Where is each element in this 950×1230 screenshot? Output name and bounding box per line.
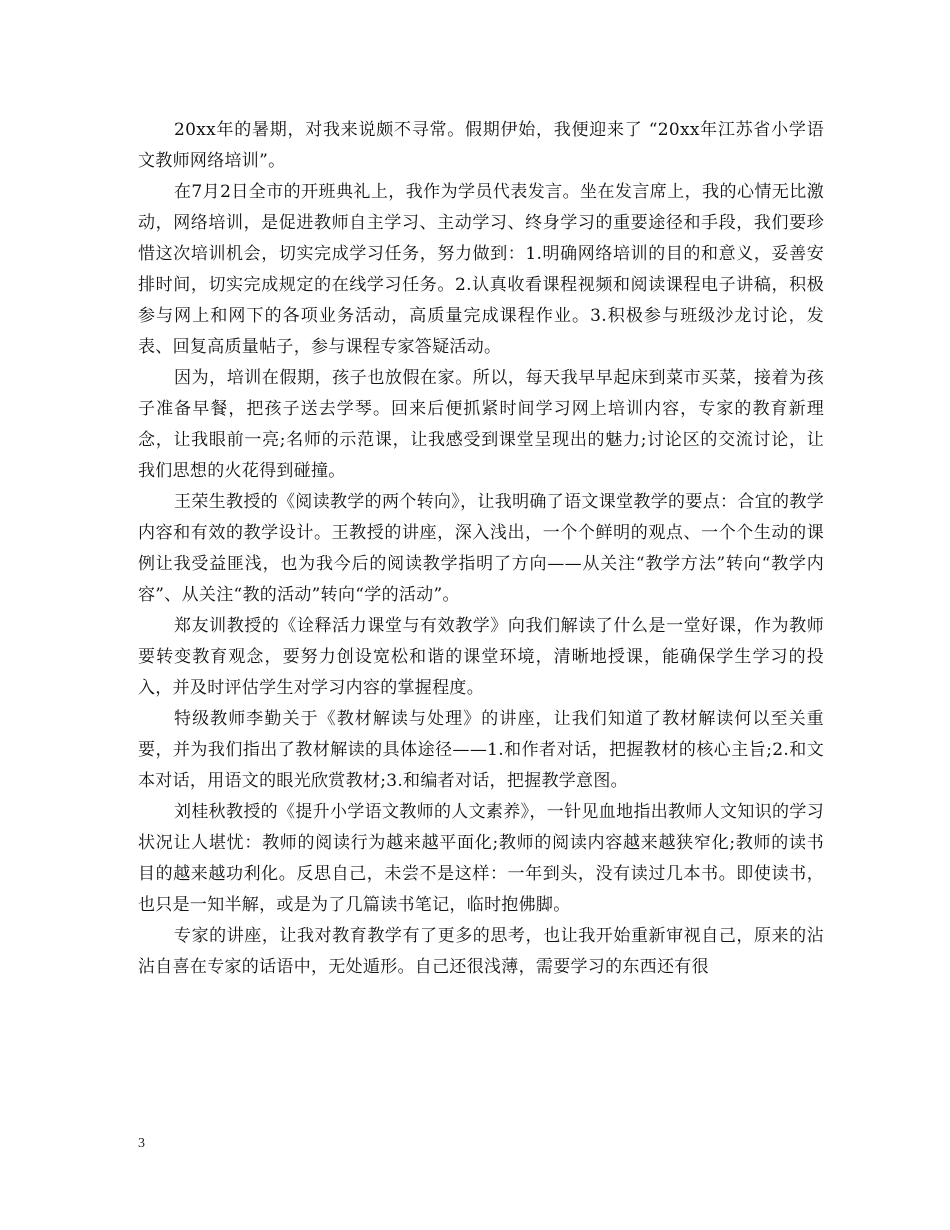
paragraph-6: 特级教师李勤关于《教材解读与处理》的讲座，让我们知道了教材解读何以至关重要，并为我们指出了教材解读的具体途径——1.和作者对话，把握教材的核心主旨;2.和文本对话，用语文的眼光欣赏教材;3.和编者对话，把握教学意图。 [138,709,824,791]
paragraph-3: 因为，培训在假期，孩子也放假在家。所以，每天我早早起床到菜市买菜，接着为孩子准备早餐，把孩子送去学琴。回来后便抓紧时间学习网上培训内容，专家的教育新理念，让我眼前一亮;名师的示范课，让我感受到课堂呈现出的魅力;讨论区的交流讨论，让我们思想的火花得到碰撞。 [138,368,824,481]
paragraph-4: 王荣生教授的《阅读教学的两个转向》，让我明确了语文课堂教学的要点：合宜的教学内容和有效的教学设计。王教授的讲座，深入浅出，一个个鲜明的观点、一个个生动的课例让我受益匪浅，也为我今后的阅读教学指明了方向——从关注“教学方法”转向“教学内容”、从关注“教的活动”转向“学的活动”。 [138,492,824,605]
paragraph-1: 20xx年的暑期，对我来说颇不寻常。假期伊始，我便迎来了 “20xx年江苏省小学语文教师网络培训”。 [138,120,824,171]
paragraph-7: 刘桂秋教授的《提升小学语文教师的人文素养》，一针见血地指出教师人文知识的学习状况让人堪忧：教师的阅读行为越来越平面化;教师的阅读内容越来越狭窄化;教师的读书目的越来越功利化。反思自己，未尝不是这样：一年到头，没有读过几本书。即使读书，也只是一知半解，或是为了几篇读书笔记，临时抱佛脚。 [138,802,824,915]
paragraph-5: 郑友训教授的《诠释活力课堂与有效教学》向我们解读了什么是一堂好课，作为教师要转变教育观念，要努力创设宽松和谐的课堂环境，清晰地授课，能确保学生学习的投入，并及时评估学生对学习内容的掌握程度。 [138,616,824,698]
document-body [138,115,824,983]
paragraph-2: 在7月2日全市的开班典礼上，我作为学员代表发言。坐在发言席上，我的心情无比激动，网络培训，是促进教师自主学习、主动学习、终身学习的重要途径和手段，我们要珍惜这次培训机会，切实完成学习任务，努力做到：1.明确网络培训的目的和意义，妥善安排时间，切实完成规定的在线学习任务。2.认真收看课程视频和阅读课程电子讲稿，积极参与网上和网下的各项业务活动，高质量完成课程作业。3.积极参与班级沙龙讨论，发表、回复高质量帖子，参与课程专家答疑活动。 [138,182,824,357]
paragraph-8: 专家的讲座，让我对教育教学有了更多的思考，也让我开始重新审视自己，原来的沾沾自喜在专家的话语中，无处遁形。自己还很浅薄，需要学习的东西还有很 [138,926,824,977]
page-number: 3 [138,1136,145,1151]
